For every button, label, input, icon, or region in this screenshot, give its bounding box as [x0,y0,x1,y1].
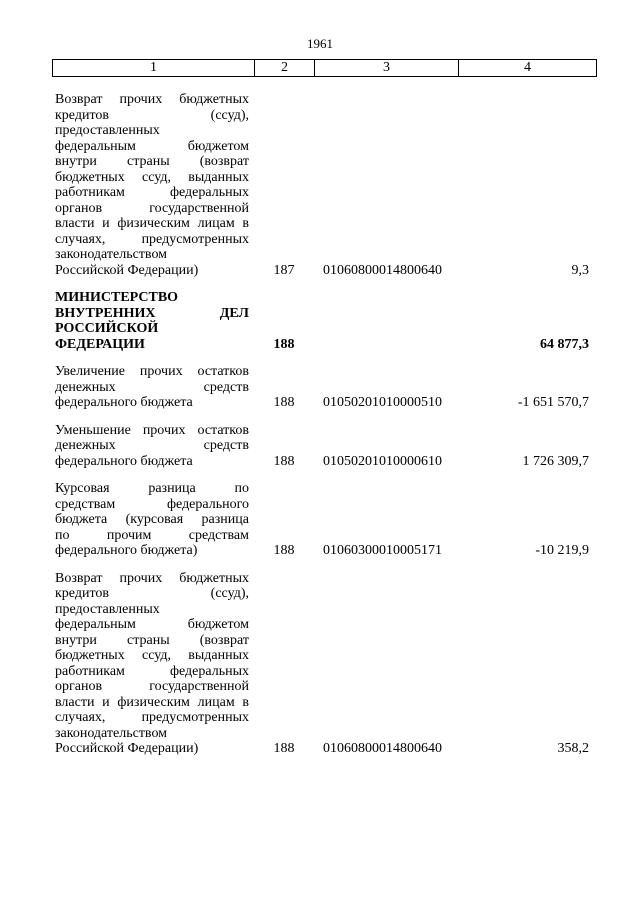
description-line: Уменьшение прочих остатков [55,422,249,438]
description-line: ФЕДЕРАЦИИ [55,336,145,352]
row-amount: 1 726 309,7 [522,453,589,469]
row-code: 188 [273,336,295,352]
description-line: случаях, предусмотренных [55,710,249,725]
description-line: МИНИСТЕРСТВО [55,290,179,305]
description-line: кредитов (ссуд), [55,586,249,601]
description-line: денежных средств [55,379,249,395]
row-description [55,481,249,559]
description-line: работникам федеральных [55,185,249,200]
description-line: предоставленных [55,123,160,138]
description-line: кредитов (ссуд), [55,107,249,123]
description-line: внутри страны (возврат [55,154,249,169]
column-header-4: 4 [459,60,597,77]
description-line: федерального бюджета [55,395,193,410]
description-line: Возврат прочих бюджетных [55,92,249,107]
table-row [0,571,640,757]
row-amount: 9,3 [571,262,589,278]
row-description [55,423,249,470]
description-line: случаях, предусмотренных [55,231,249,247]
column-header-2: 2 [255,60,315,77]
description-line: по прочим средствам [55,527,249,543]
description-line: законодательством [55,725,168,741]
description-line: средствам федерального [55,496,249,512]
row-code: 188 [273,741,295,756]
description-line: предоставленных [55,601,160,617]
description-line: денежных средств [55,438,249,453]
row-kbk: 01060300010005171 [323,543,442,558]
description-line: Возврат прочих бюджетных [55,570,249,586]
column-header-3: 3 [315,60,459,77]
row-code: 188 [273,453,295,469]
row-description [55,571,249,757]
row-code: 188 [273,395,295,410]
table-row [0,92,640,278]
row-amount: 64 877,3 [540,336,589,352]
column-header-1: 1 [53,60,255,77]
description-line: бюджетных ссуд, выданных [55,169,249,185]
description-line: федерального бюджета) [55,543,198,558]
table-row [0,364,640,411]
table-row [0,423,640,470]
row-kbk: 01060800014800640 [323,741,442,756]
page-number: 1961 [307,36,333,51]
column-header-table [52,59,597,77]
description-line: власти и физическим лицам в [55,216,249,231]
description-line: бюджета (курсовая разница [55,512,249,527]
description-line: законодательством [55,247,168,262]
row-kbk: 01050201010000610 [323,453,442,469]
description-line: органов государственной [55,200,249,216]
row-code: 187 [273,262,295,278]
description-line: Российской Федерации) [55,262,199,278]
description-line: власти и физическим лицам в [55,694,249,710]
description-line: Российской Федерации) [55,741,199,756]
description-line: бюджетных ссуд, выданных [55,648,249,663]
row-description [55,290,249,352]
description-line: РОССИЙСКОЙ [55,321,159,336]
description-line: федеральным бюджетом [55,138,249,154]
description-line: Увеличение прочих остатков [55,364,249,379]
description-line: органов государственной [55,679,249,694]
row-amount: -1 651 570,7 [517,395,589,410]
row-kbk: 01050201010000510 [323,395,442,410]
description-line: внутри страны (возврат [55,632,249,648]
table-row [0,481,640,559]
description-line: ВНУТРЕННИХ ДЕЛ [55,305,249,321]
description-line: федерального бюджета [55,453,193,469]
table-row [0,290,640,352]
row-description [55,92,249,278]
row-code: 188 [273,543,295,558]
row-amount: -10 219,9 [535,543,589,558]
row-description [55,364,249,411]
table-body [0,92,640,757]
row-amount: 358,2 [557,741,589,756]
row-kbk: 01060800014800640 [323,262,442,278]
description-line: Курсовая разница по [55,481,249,496]
description-line: федеральным бюджетом [55,617,249,632]
description-line: работникам федеральных [55,663,249,679]
column-header-row [53,60,597,77]
